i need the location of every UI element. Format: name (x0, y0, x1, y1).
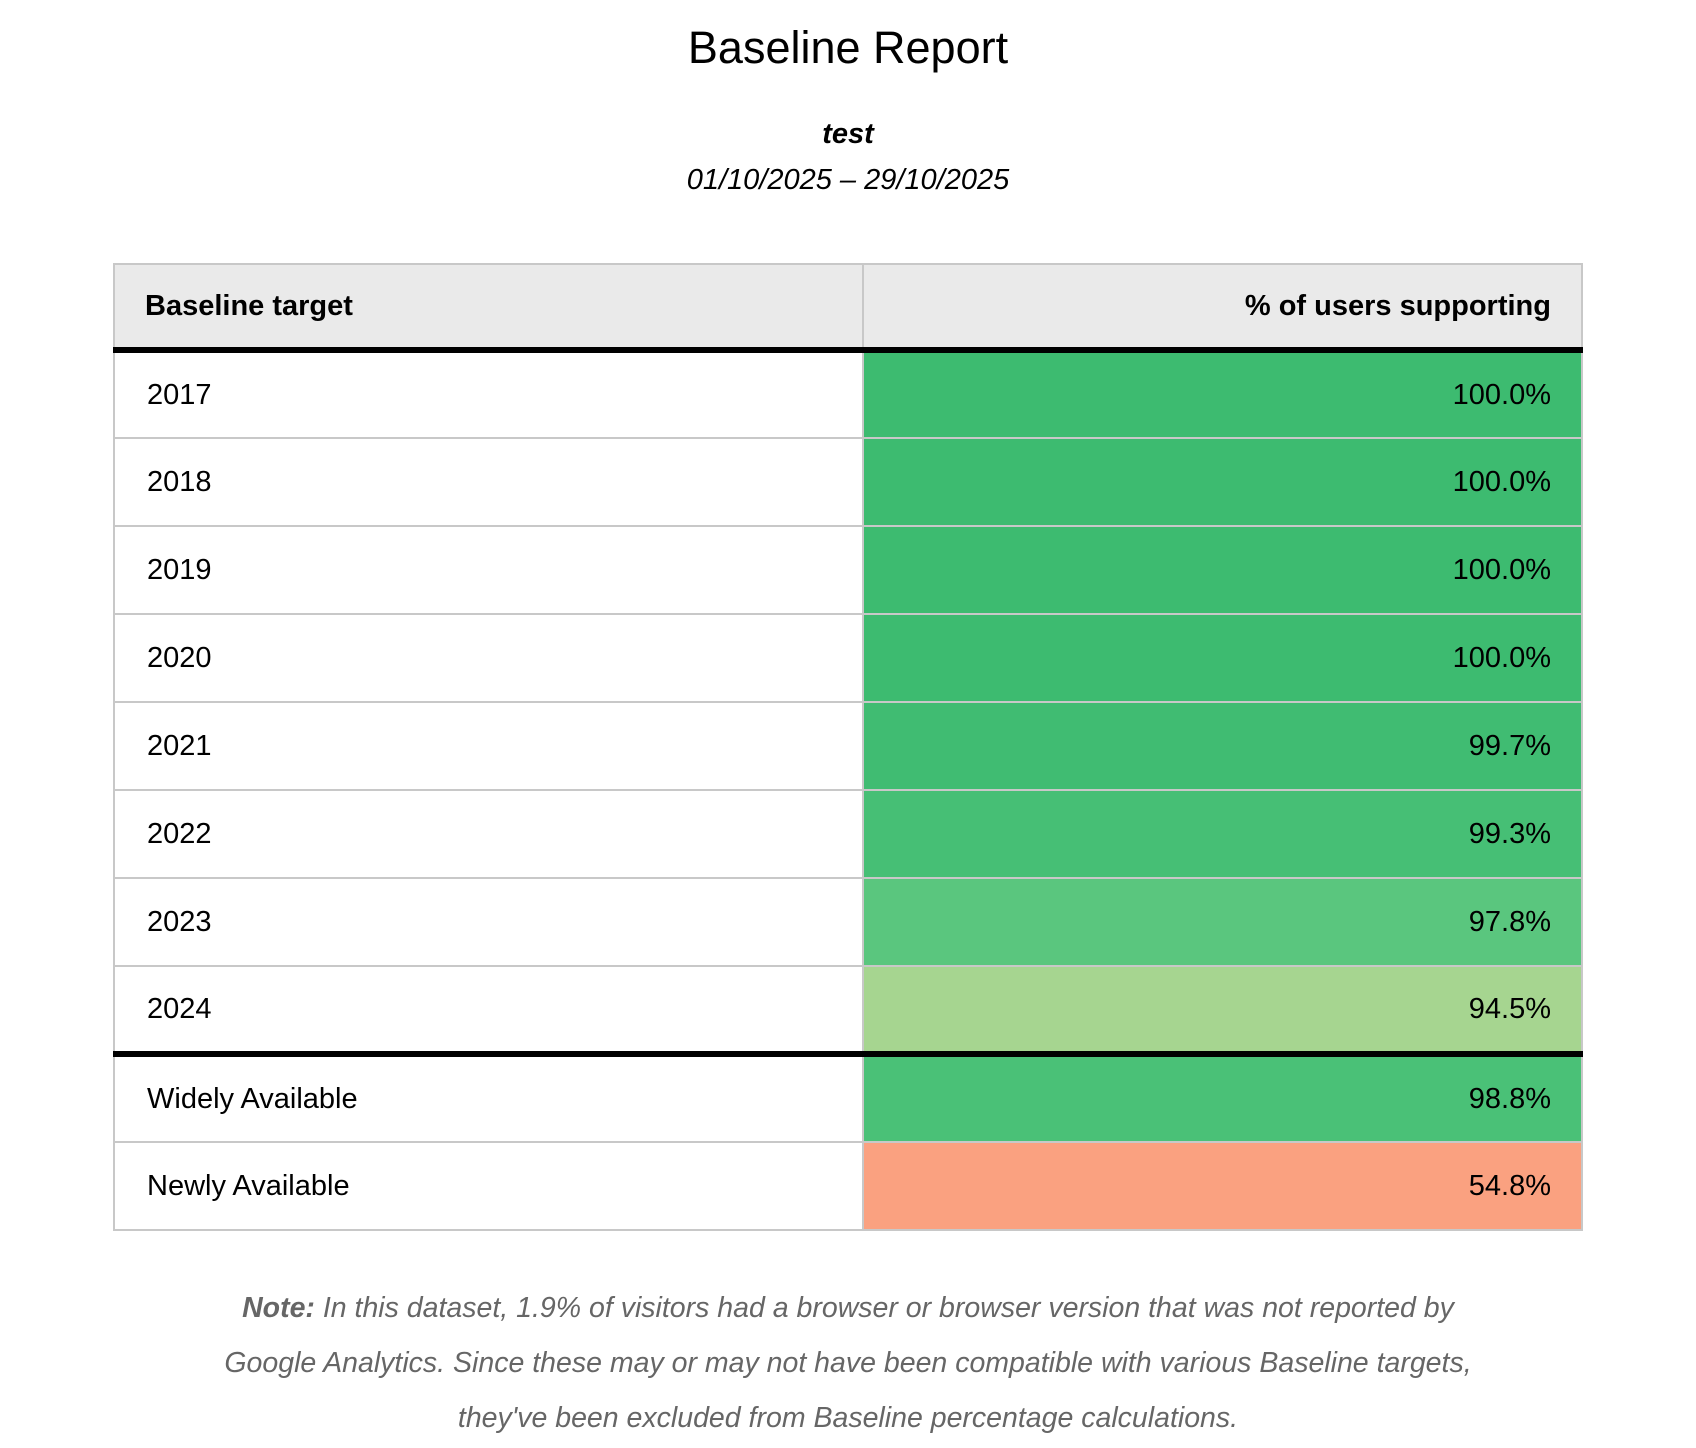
table-row (114, 702, 1582, 790)
table-row-newly-available (114, 1142, 1582, 1230)
percent-cell: 100.0% (863, 526, 1582, 614)
percent-cell: 100.0% (863, 438, 1582, 526)
baseline-target-cell: 2022 (114, 790, 863, 878)
table-row (114, 878, 1582, 966)
percent-cell: 97.8% (863, 878, 1582, 966)
baseline-target-cell: 2021 (114, 702, 863, 790)
report-date-range: 01/10/2025 – 29/10/2025 (686, 164, 1010, 196)
percent-cell: 54.8% (863, 1142, 1582, 1230)
table-row (114, 614, 1582, 702)
percent-cell: 99.3% (863, 790, 1582, 878)
baseline-target-cell: Widely Available (114, 1054, 863, 1142)
baseline-table (113, 263, 1583, 1231)
baseline-target-cell: 2019 (114, 526, 863, 614)
page-title: Baseline Report (687, 22, 1009, 73)
table-row (114, 526, 1582, 614)
report-subtitle: test (822, 118, 874, 150)
percent-cell: 94.5% (863, 966, 1582, 1054)
table-header-row (114, 264, 1582, 350)
column-header-percent-supporting: % of users supporting (863, 264, 1582, 350)
baseline-target-cell: 2024 (114, 966, 863, 1054)
report-note (203, 1281, 1493, 1446)
baseline-target-cell: Newly Available (114, 1142, 863, 1230)
table-row-widely-available (114, 1054, 1582, 1142)
note-label: Note: (242, 1292, 315, 1324)
baseline-target-cell: 2023 (114, 878, 863, 966)
column-header-baseline-target: Baseline target (114, 264, 863, 350)
note-text: In this dataset, 1.9% of visitors had a browser or browser version that was not reported by Google Analytics. Since these may or may not have been compatible with various Baseline targets, they've been excluded from Baseline percentage calculations. (224, 1292, 1472, 1434)
percent-cell: 98.8% (863, 1054, 1582, 1142)
percent-cell: 100.0% (863, 350, 1582, 438)
baseline-target-cell: 2018 (114, 438, 863, 526)
table-row (114, 350, 1582, 438)
table-row (114, 790, 1582, 878)
percent-cell: 100.0% (863, 614, 1582, 702)
baseline-target-cell: 2020 (114, 614, 863, 702)
table-row (114, 438, 1582, 526)
percent-cell: 99.7% (863, 702, 1582, 790)
table-row (114, 966, 1582, 1054)
baseline-target-cell: 2017 (114, 350, 863, 438)
